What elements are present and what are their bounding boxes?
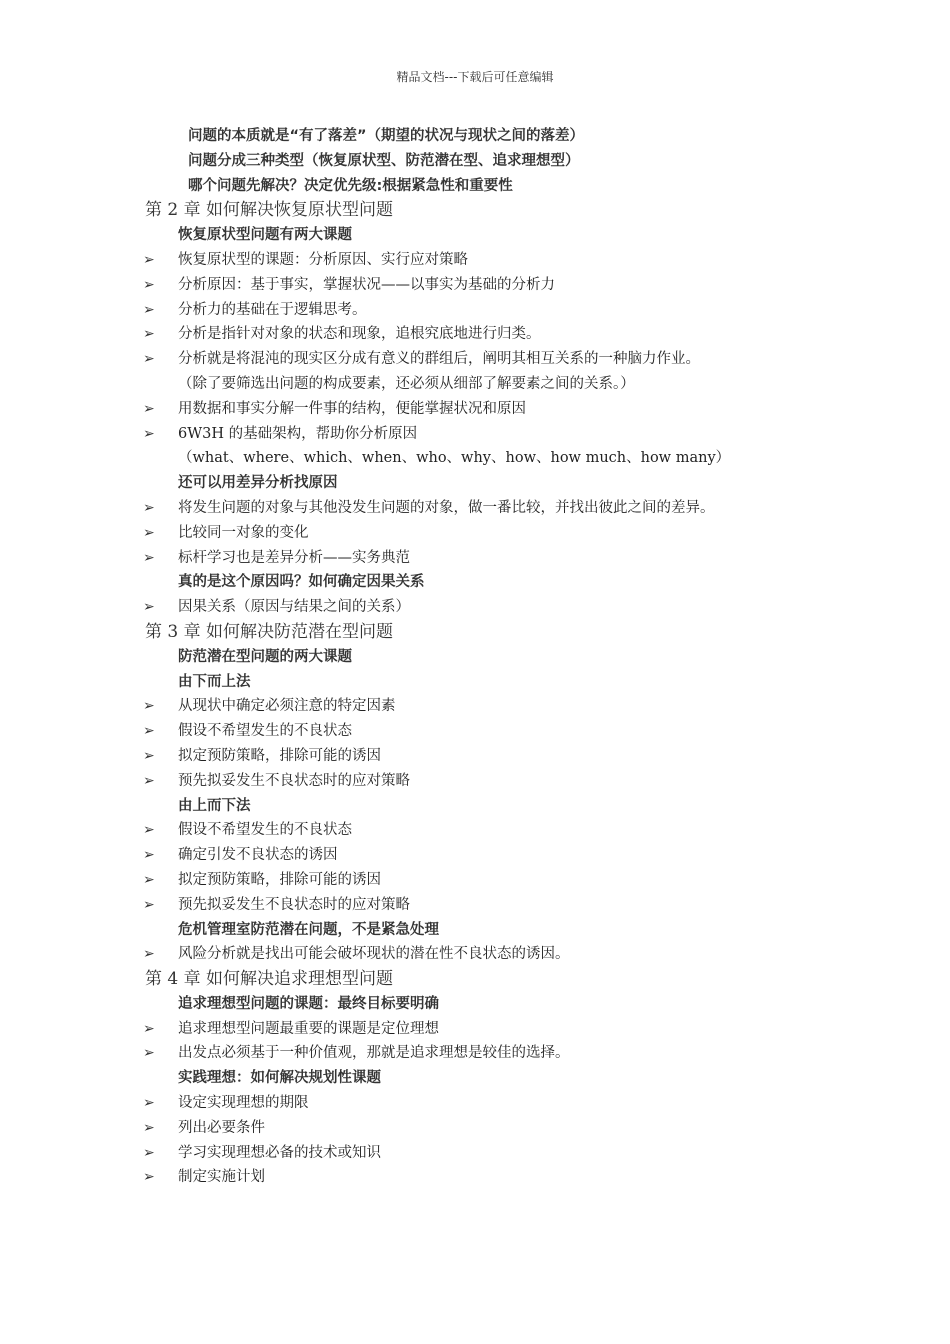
line-text: （what、where、which、when、who、why、how、how much、how many）	[178, 450, 731, 467]
line-text: 将发生问题的对象与其他没发生问题的对象，做一番比较，并找出彼此之间的差异。	[178, 499, 715, 516]
line-text: 分析是指针对对象的状态和现象，追根究底地进行归类。	[178, 326, 541, 343]
line-text: 危机管理室防范潜在问题，不是紧急处理	[178, 921, 439, 938]
arrow-bullet-icon: ➢	[143, 1144, 155, 1161]
bullet-item	[0, 397, 950, 422]
bullet-item	[0, 818, 950, 843]
line-text: 假设不希望发生的不良状态	[178, 822, 352, 839]
arrow-bullet-icon: ➢	[143, 747, 155, 764]
bullet-item	[0, 942, 950, 967]
bullet-item	[0, 1017, 950, 1042]
arrow-bullet-icon: ➢	[143, 1045, 155, 1062]
line-text: 因果关系（原因与结果之间的关系）	[178, 599, 410, 616]
line-text: 学习实现理想必备的技术或知识	[178, 1144, 381, 1161]
line-text: 追求理想型问题的课题：最终目标要明确	[178, 995, 439, 1012]
line-text: 实践理想：如何解决规划性课题	[178, 1070, 381, 1087]
bullet-item	[0, 1165, 950, 1190]
line-text: 预先拟妥发生不良状态时的应对策略	[178, 772, 410, 789]
bullet-item	[0, 546, 950, 571]
line-text: 防范潜在型问题的两大课题	[178, 648, 352, 665]
document-body	[0, 124, 950, 1190]
bullet-item	[0, 893, 950, 918]
line-text: 预先拟妥发生不良状态时的应对策略	[178, 896, 410, 913]
section-heading	[0, 794, 950, 819]
line-text: 标杆学习也是差异分析——实务典范	[178, 549, 410, 566]
line-text: 假设不希望发生的不良状态	[178, 723, 352, 740]
chapter-title	[0, 198, 950, 223]
line-text: 拟定预防策略，排除可能的诱因	[178, 747, 381, 764]
line-text: 第 4 章 如何解决追求理想型问题	[145, 969, 394, 990]
arrow-bullet-icon: ➢	[143, 871, 155, 888]
bullet-item	[0, 595, 950, 620]
line-text: 从现状中确定必须注意的特定因素	[178, 698, 396, 715]
line-text: 由上而下法	[178, 797, 251, 814]
arrow-bullet-icon: ➢	[143, 1119, 155, 1136]
line-text: （除了要筛选出问题的构成要素，还必须从细部了解要素之间的关系。）	[178, 375, 635, 392]
section-heading	[0, 918, 950, 943]
line-text: 问题分成三种类型（恢复原状型、防范潜在型、追求理想型）	[188, 152, 580, 169]
line-text: 问题的本质就是“有了落差”（期望的状况与现状之间的落差）	[188, 128, 585, 144]
line-text: 列出必要条件	[178, 1119, 265, 1136]
arrow-bullet-icon: ➢	[143, 1169, 155, 1186]
chapter-title	[0, 620, 950, 645]
line-text: 第 3 章 如何解决防范潜在型问题	[145, 621, 394, 642]
line-text: 还可以用差异分析找原因	[178, 475, 338, 492]
section-heading	[0, 570, 950, 595]
arrow-bullet-icon: ➢	[143, 276, 155, 293]
bullet-item	[0, 719, 950, 744]
arrow-bullet-icon: ➢	[143, 698, 155, 715]
bullet-item	[0, 298, 950, 323]
line-text: 出发点必须基于一种价值观，那就是追求理想是较佳的选择。	[178, 1045, 570, 1062]
section-heading	[0, 223, 950, 248]
section-heading	[0, 645, 950, 670]
bullet-item	[0, 769, 950, 794]
arrow-bullet-icon: ➢	[143, 599, 155, 616]
line-text: 用数据和事实分解一件事的结构，便能掌握状况和原因	[178, 400, 526, 417]
arrow-bullet-icon: ➢	[143, 251, 155, 268]
bullet-item	[0, 273, 950, 298]
line-text: 恢复原状型的课题：分析原因、实行应对策略	[178, 251, 468, 268]
arrow-bullet-icon: ➢	[143, 1095, 155, 1112]
bullet-item	[0, 744, 950, 769]
line-text: 第 2 章 如何解决恢复原状型问题	[145, 200, 394, 221]
bullet-item	[0, 1141, 950, 1166]
line-text: 分析力的基础在于逻辑思考。	[178, 301, 367, 318]
continuation-line	[0, 446, 950, 471]
arrow-bullet-icon: ➢	[143, 524, 155, 541]
continuation-line	[0, 372, 950, 397]
arrow-bullet-icon: ➢	[143, 301, 155, 318]
line-text: 恢复原状型问题有两大课题	[178, 227, 352, 244]
arrow-bullet-icon: ➢	[143, 326, 155, 343]
arrow-bullet-icon: ➢	[143, 425, 155, 442]
line-text: 哪个问题先解决？决定优先级:根据紧急性和重要性	[188, 177, 513, 194]
bullet-item	[0, 1091, 950, 1116]
section-heading	[0, 471, 950, 496]
line-text: 比较同一对象的变化	[178, 524, 309, 541]
chapter-title	[0, 967, 950, 992]
bullet-item	[0, 694, 950, 719]
line-text: 由下而上法	[178, 673, 251, 690]
arrow-bullet-icon: ➢	[143, 822, 155, 839]
intro-line	[0, 124, 950, 149]
line-text: 设定实现理想的期限	[178, 1095, 309, 1112]
arrow-bullet-icon: ➢	[143, 351, 155, 368]
line-text: 风险分析就是找出可能会破坏现状的潜在性不良状态的诱因。	[178, 946, 570, 963]
bullet-item	[0, 843, 950, 868]
arrow-bullet-icon: ➢	[143, 896, 155, 913]
line-text: 确定引发不良状态的诱因	[178, 847, 338, 864]
bullet-item	[0, 868, 950, 893]
arrow-bullet-icon: ➢	[143, 400, 155, 417]
section-heading	[0, 1066, 950, 1091]
bullet-item	[0, 496, 950, 521]
bullet-item	[0, 422, 950, 447]
line-text: 分析原因：基于事实，掌握状况——以事实为基础的分析力	[178, 276, 555, 293]
arrow-bullet-icon: ➢	[143, 549, 155, 566]
page-header: 精品文档---下载后可任意编辑	[396, 70, 554, 84]
section-heading	[0, 670, 950, 695]
arrow-bullet-icon: ➢	[143, 946, 155, 963]
section-heading	[0, 992, 950, 1017]
line-text: 6W3H 的基础架构，帮助你分析原因	[178, 425, 418, 442]
bullet-item	[0, 322, 950, 347]
line-text: 拟定预防策略，排除可能的诱因	[178, 871, 381, 888]
bullet-item	[0, 521, 950, 546]
bullet-item	[0, 248, 950, 273]
intro-line	[0, 174, 950, 199]
arrow-bullet-icon: ➢	[143, 499, 155, 516]
bullet-item	[0, 1041, 950, 1066]
line-text: 追求理想型问题最重要的课题是定位理想	[178, 1020, 439, 1037]
line-text: 分析就是将混沌的现实区分成有意义的群组后，阐明其相互关系的一种脑力作业。	[178, 351, 700, 368]
arrow-bullet-icon: ➢	[143, 772, 155, 789]
line-text: 真的是这个原因吗？如何确定因果关系	[178, 574, 425, 591]
intro-line	[0, 149, 950, 174]
line-text: 制定实施计划	[178, 1169, 265, 1186]
arrow-bullet-icon: ➢	[143, 723, 155, 740]
arrow-bullet-icon: ➢	[143, 847, 155, 864]
arrow-bullet-icon: ➢	[143, 1020, 155, 1037]
bullet-item	[0, 347, 950, 372]
bullet-item	[0, 1116, 950, 1141]
